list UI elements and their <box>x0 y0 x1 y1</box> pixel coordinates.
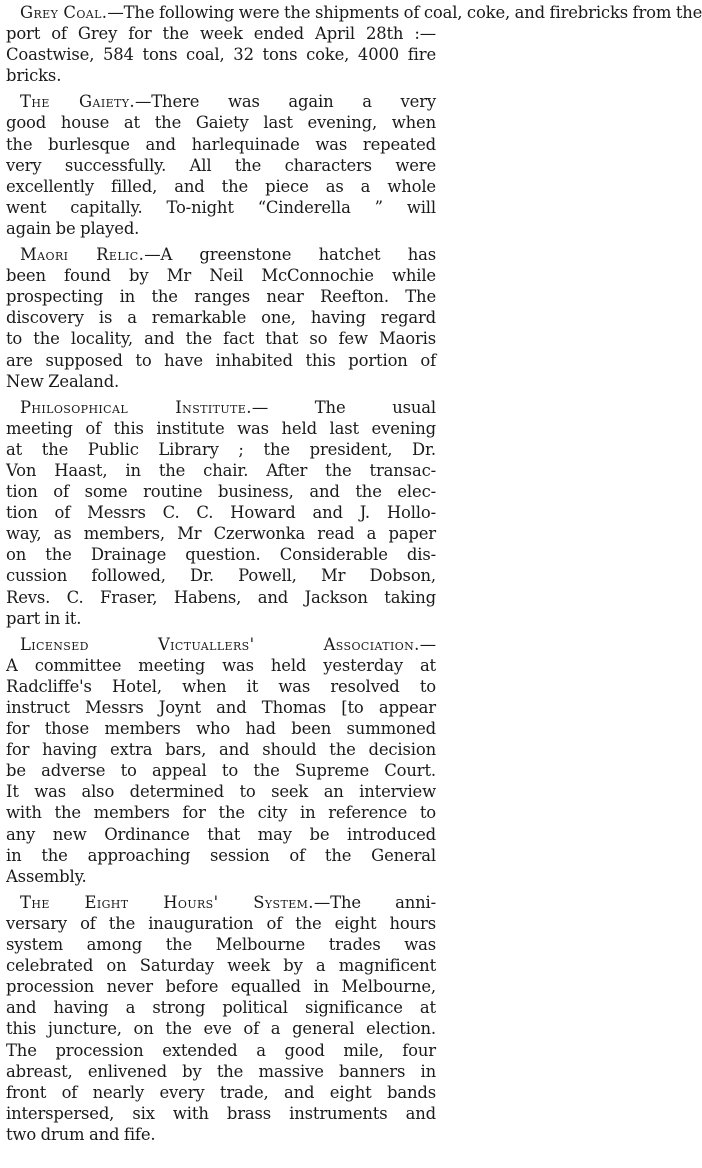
article-line: abreast, enlivened by the massive banners in <box>6 1061 436 1081</box>
article-line: Coastwise, 584 tons coal, 32 tons coke, 4000 fire <box>6 45 436 65</box>
article-line: good house at the Gaiety last evening, when <box>6 113 436 133</box>
article-line: Revs. C. Fraser, Habens, and Jackson taking <box>6 587 436 607</box>
article-heading: Maori Relic. <box>20 245 145 265</box>
article-line: for having extra bars, and should the decision <box>6 740 436 760</box>
article-heading: Licensed Victuallers' Association. <box>20 634 420 654</box>
article-line: part in it. <box>6 608 82 628</box>
article-licensed-victuallers <box>6 634 436 887</box>
article-heading: The Gaiety. <box>20 92 136 112</box>
article-line: to the locality, and the fact that so few Maoris <box>6 329 436 349</box>
article-line: prospecting in the ranges near Reefton. The <box>6 287 436 307</box>
article-line: for those members who had been summoned <box>6 719 436 739</box>
article-gaiety <box>6 91 436 239</box>
article-line: are supposed to have inhabited this portion of <box>6 350 436 370</box>
article-maori-relic <box>6 244 436 392</box>
article-line: instruct Messrs Joynt and Thomas [to appear <box>6 698 436 717</box>
article-line: be adverse to appeal to the Supreme Court. <box>6 761 436 781</box>
article-line: excellently filled, and the piece as a whole <box>6 176 436 196</box>
article-line: tion of Messrs C. C. Howard and J. Hollo- <box>6 503 436 523</box>
article-line: been found by Mr Neil McConnochie while <box>6 266 436 286</box>
article-eight-hours-system <box>6 892 436 1145</box>
article-line: discovery is a remarkable one, having regard <box>6 308 436 328</box>
article-line: this juncture, on the eve of a general election. <box>6 1019 436 1039</box>
article-line: versary of the inauguration of the eight hours <box>6 913 436 933</box>
article-line: The Gaiety.—There was again a very <box>20 92 436 112</box>
article-line: meeting of this institute was held last evening <box>6 418 436 438</box>
article-line: again be played. <box>6 218 140 238</box>
article-line: port of Grey for the week ended April 28th :— <box>6 24 436 44</box>
article-line: tion of some routine business, and the elec- <box>6 482 436 502</box>
article-line: Grey Coal.—The following were the shipments of coal, coke, and firebricks from the <box>20 3 702 22</box>
article-heading: The Eight Hours' System. <box>20 892 314 912</box>
article-heading: Philosophical Institute. <box>20 397 252 417</box>
article-line: system among the Melbourne trades was <box>6 935 436 955</box>
article-philosophical-institute <box>6 397 436 629</box>
article-line: and having a strong political significance at <box>6 998 436 1018</box>
article-line: Radcliffe's Hotel, when it was resolved to <box>6 676 436 696</box>
article-line: Maori Relic.—A greenstone hatchet has <box>20 245 436 265</box>
article-line: cussion followed, Dr. Powell, Mr Dobson, <box>6 566 436 586</box>
article-line: The procession extended a good mile, four <box>6 1040 436 1060</box>
article-line: at the Public Library ; the president, Dr. <box>6 439 436 459</box>
article-line: It was also determined to seek an interview <box>6 782 436 802</box>
article-line: bricks. <box>6 66 62 86</box>
article-line: interspersed, six with brass instruments and <box>6 1103 436 1123</box>
article-line: The Eight Hours' System.—The anni- <box>20 892 436 912</box>
article-line: in the approaching session of the General <box>6 845 436 865</box>
article-line: A committee meeting was held yesterday at <box>6 655 436 675</box>
article-line: the burlesque and harlequinade was repeated <box>6 134 436 154</box>
article-line: on the Drainage question. Considerable dis- <box>6 545 436 565</box>
newspaper-column <box>6 2 702 1150</box>
article-line: way, as members, Mr Czerwonka read a paper <box>6 524 436 544</box>
article-line: with the members for the city in reference to <box>6 803 436 823</box>
article-line: Philosophical Institute.— The usual <box>20 397 436 417</box>
article-line: front of nearly every trade, and eight bands <box>6 1082 436 1102</box>
article-line: very successfully. All the characters were <box>6 155 436 175</box>
article-line: New Zealand. <box>6 371 120 391</box>
article-line: any new Ordinance that may be introduced <box>6 824 436 844</box>
article-line: Von Haast, in the chair. After the transac- <box>6 460 436 480</box>
article-grey-coal <box>6 2 702 86</box>
article-line: two drum and fife. <box>6 1124 156 1144</box>
article-line: Licensed Victuallers' Association.— <box>20 634 436 654</box>
article-line: Assembly. <box>6 866 87 886</box>
article-line: went capitally. To-night “Cinderella ” will <box>6 197 436 217</box>
article-line: celebrated on Saturday week by a magnificent <box>6 956 436 976</box>
article-line: procession never before equalled in Melbourne, <box>6 977 436 997</box>
article-heading: Grey Coal. <box>20 3 108 22</box>
